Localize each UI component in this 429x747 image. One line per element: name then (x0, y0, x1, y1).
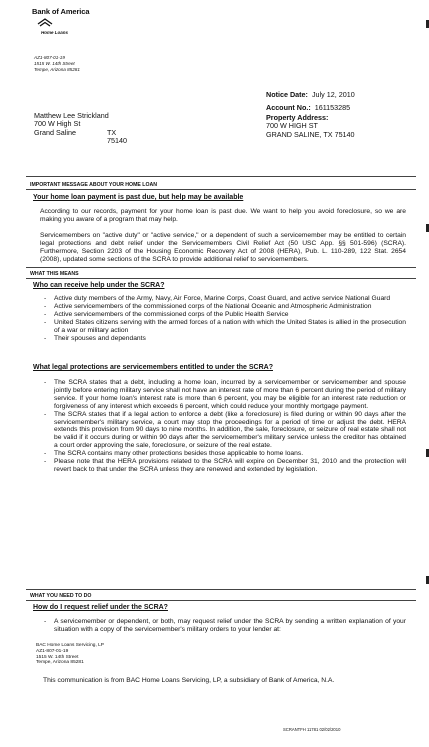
section-header-what-this-means: WHAT THIS MEANS (30, 271, 79, 277)
list-item: - Active servicemembers of the commissioned corps of the Public Health Service (44, 311, 406, 319)
document-code: SCRANTFH 11781 02/02/2010 (283, 727, 341, 732)
bank-name: Bank of America (32, 7, 90, 16)
subheading-legal: What legal protections are servicemembers entitled to under the SCRA? (33, 364, 273, 371)
lender-address: BAC Home Loans Servicing, LP AZ1-807-01-19 1515 W. 14th Street Tempe, Arizona 85281 (36, 643, 104, 666)
subheading-past-due: Your home loan payment is past due, but help may be available (33, 194, 244, 201)
list-item: - Active duty members of the Army, Navy, Air Force, Marine Corps, Coast Guard, and active service National Guard (44, 295, 406, 303)
subheading-who: Who can receive help under the SCRA? (33, 282, 165, 289)
list-item: - A servicemember or dependent, or both, may request relief under the SCRA by sending a written explanation of your situation with a copy of the servicemember's military orders to your lender at: (44, 618, 406, 634)
bank-division: Home Loans (41, 30, 69, 35)
list-item: - The SCRA states that a debt, including a home loan, incurred by a servicemember or servicemember and spouse jointly before entering military service shall not have an interest rate of more than 6 percent during the period of military service. If your home loan's interest rate is more than 6 percent, you may be eligible for an interest rate reduction or forgiveness of any interest which exceeds 6 percent, which could reduce your monthly mortgage payment. (44, 379, 406, 411)
subheading-relief: How do I request relief under the SCRA? (33, 604, 168, 611)
list-item: - United States citizens serving with the armed forces of a nation with which the United States is allied in the prosecution of a war or military action (44, 319, 406, 335)
notice-date: July 12, 2010 (311, 90, 355, 99)
list-item: - The SCRA states that if a legal action to enforce a debt (like a foreclosure) is filed during or within 90 days after the servicemember's military service, a court may stop the proceedings for a period of time or adjust the debt. HERA extends this provision from 90 days to nine months. In addition, the sale, foreclosure, or seizure of real estate shall not be valid if it occurs during or within 90 days after the servicemember's military service unless the creditor has obtained a court order approving the sale, foreclosure, or seizure of the real estate. (44, 411, 406, 451)
notice-block (266, 88, 355, 114)
divider (26, 600, 416, 601)
intro-paragraph-1: According to our records, payment for your home loan is past due. We want to help you avoid foreclosure, so we are making you aware of a program that may help. (40, 208, 406, 223)
intro-paragraph-2: Servicemembers on "active duty" or "active service," or a dependent of such a servicemember may be entitled to certain legal protections and debt relief under the Servicemembers Civil Relief Act (50 USC App. §§ 501-596) (SCRA). Furthermore, Section 2203 of the Housing Economic Recovery Act of 2008 (HERA), Pub. L. 110-289, 122 Stat. 2654 (2008), updated some sections of the SCRA to provide additional relief to servicemembers. (40, 232, 406, 263)
list-item: - Their spouses and dependants (44, 335, 406, 343)
footer-disclaimer: This communication is from BAC Home Loans Servicing, LP, a subsidiary of Bank of America, N.A. (43, 677, 335, 684)
notice-date-label: Notice Date: (266, 90, 308, 99)
return-address: AZ1-807-01-19 1515 W. 14th Street Tempe, Arizona 85281 (34, 55, 80, 72)
relief-list (44, 618, 406, 634)
bank-logo-icon (36, 17, 54, 27)
divider (26, 278, 416, 279)
list-item: - Active servicemembers of the commissioned corps of the National Oceanic and Atmospheric Administration (44, 303, 406, 311)
divider (26, 176, 416, 177)
divider (26, 589, 416, 590)
legal-list (44, 379, 406, 474)
recipient-address: Matthew Lee Strickland 700 W High St Grand Saline TX 75140 (34, 111, 127, 146)
account-label: Account No.: (266, 103, 311, 112)
divider (26, 267, 416, 268)
property-address: Property Address: 700 W HIGH ST GRAND SALINE, TX 75140 (266, 113, 355, 139)
divider (26, 189, 416, 190)
list-item: - Please note that the HERA provisions related to the SCRA will expire on December 31, 2010 and the protection will revert back to that under the SCRA unless they are renewed and extended by legislation. (44, 458, 406, 474)
who-list (44, 295, 406, 342)
list-item: - The SCRA contains many other protections besides those applicable to home loans. (44, 450, 406, 458)
section-header-important: IMPORTANT MESSAGE ABOUT YOUR HOME LOAN (30, 182, 157, 188)
section-header-what-to-do: WHAT YOU NEED TO DO (30, 593, 92, 599)
account-number: 161153285 (314, 103, 351, 112)
